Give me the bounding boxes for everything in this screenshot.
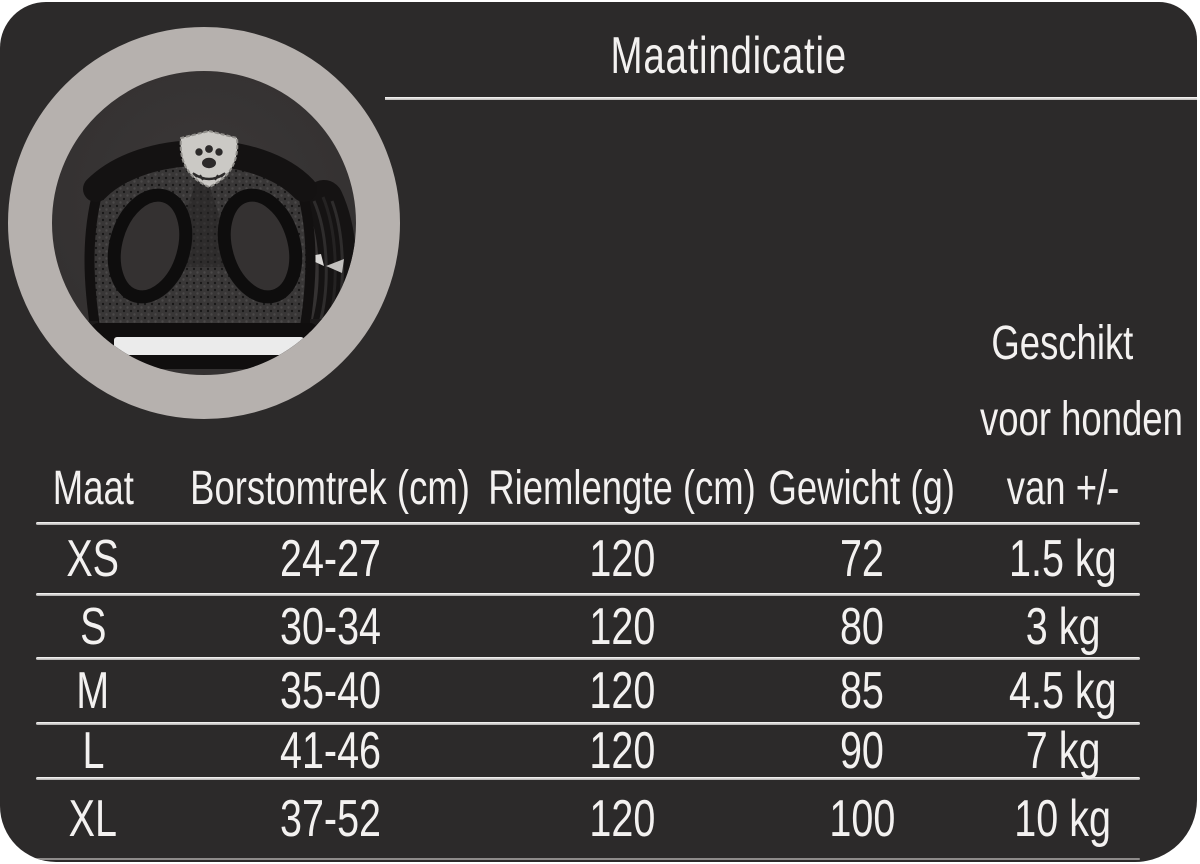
- cell-dog-weight: 7 kg: [1025, 722, 1101, 780]
- cell-leash-length: 120: [589, 662, 655, 720]
- cell-leash-length: 120: [589, 597, 655, 656]
- cell-weight: 90: [840, 722, 884, 780]
- cell-size: XS: [66, 530, 120, 588]
- cell-dog-weight: 10 kg: [1014, 790, 1112, 848]
- col-header-riemlengte: Riemlengte (cm): [488, 461, 756, 515]
- col-header-borstomtrek: Borstomtrek (cm): [190, 461, 470, 515]
- cell-chest: 37-52: [279, 790, 381, 848]
- cell-weight: 100: [829, 790, 895, 848]
- cell-leash-length: 120: [589, 530, 655, 588]
- leash-clasp: [324, 314, 344, 341]
- cell-chest: 35-40: [279, 662, 381, 720]
- cell-chest: 41-46: [279, 722, 381, 780]
- size-chart-card: [0, 2, 1197, 862]
- cell-leash-length: 120: [589, 722, 655, 780]
- cell-dog-weight: 3 kg: [1025, 597, 1101, 656]
- page-title: [320, 26, 1137, 86]
- bottom-divider: [36, 858, 1140, 860]
- table-row: [0, 596, 1197, 657]
- cell-dog-weight: 1.5 kg: [1009, 530, 1117, 588]
- page-title-text: Maatindicatie: [610, 27, 847, 85]
- cell-weight: 85: [840, 662, 884, 720]
- cell-weight: 72: [840, 530, 884, 588]
- cell-size: S: [79, 597, 107, 656]
- cell-size: XL: [68, 790, 118, 848]
- suitable-for-note: [948, 306, 1183, 458]
- cell-dog-weight: 4.5 kg: [1009, 662, 1117, 720]
- cell-chest: 30-34: [279, 597, 381, 656]
- cell-chest: 24-27: [279, 530, 381, 588]
- table-row: [0, 660, 1197, 722]
- col-header-gewicht: Gewicht (g): [768, 461, 956, 515]
- harness-vest: [82, 153, 328, 369]
- suitable-line-1: Geschikt: [991, 317, 1133, 370]
- cell-leash-length: 120: [589, 790, 655, 848]
- table-header-row: [0, 454, 1197, 522]
- cell-size: L: [82, 722, 104, 780]
- cell-weight: 80: [840, 597, 884, 656]
- cell-size: M: [76, 662, 110, 720]
- col-header-maat: Maat: [52, 461, 134, 515]
- table-row: [0, 722, 1197, 780]
- product-photo: [8, 27, 400, 419]
- suitable-line-2: voor honden: [980, 393, 1183, 446]
- table-row: [0, 525, 1197, 593]
- size-table: [0, 454, 1197, 860]
- table-row: [0, 780, 1197, 858]
- title-underline: [385, 97, 1197, 100]
- col-header-van: van +/-: [1006, 461, 1120, 515]
- reflective-strip: [114, 337, 304, 355]
- harness-illustration: [52, 71, 356, 375]
